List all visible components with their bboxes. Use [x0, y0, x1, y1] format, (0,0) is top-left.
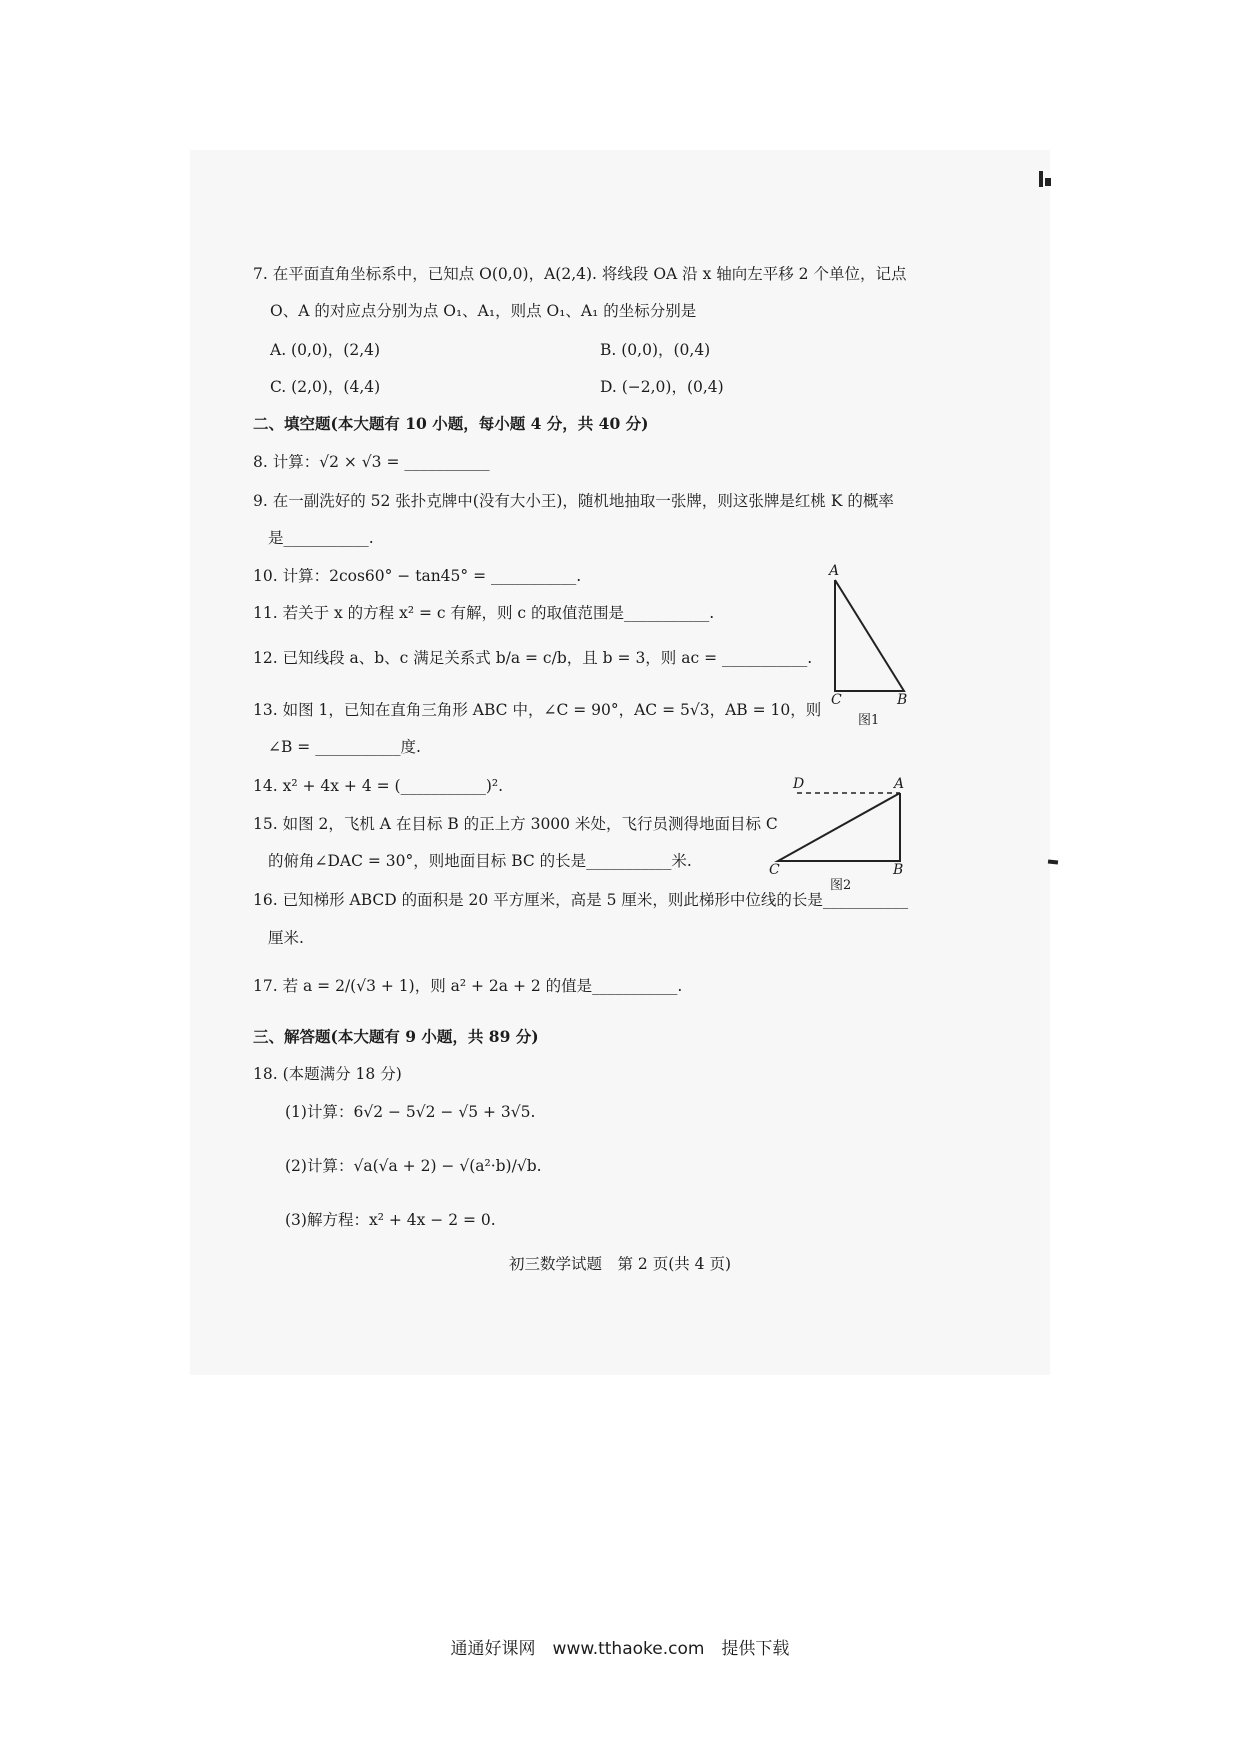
fig1-label-a: A [829, 563, 840, 579]
section3-heading: 三、解答题(本大题有 9 小题，共 89 分) [253, 1027, 539, 1046]
q9-line2: 是___________. [268, 529, 374, 547]
q7-option-b: B. (0,0)，(0,4) [600, 341, 711, 359]
q7-stem-line1: 7. 在平面直角坐标系中，已知点 O(0,0)，A(2,4). 将线段 OA 沿 x 轴向左平移 2 个单位，记点 [253, 265, 907, 283]
fig1-caption: 图1 [858, 713, 880, 728]
q13-line1: 13. 如图 1，已知在直角三角形 ABC 中，∠C = 90°，AC = 5√3，AB = 10，则 [253, 701, 822, 719]
q16-line1: 16. 已知梯形 ABCD 的面积是 20 平方厘米，高是 5 厘米，则此梯形中位线的长是___________ [253, 891, 909, 909]
fig2-caption: 图2 [830, 878, 852, 893]
q16-line2: 厘米. [268, 929, 304, 947]
scan-artifact-mark [1045, 178, 1051, 186]
q11: 11. 若关于 x 的方程 x² = c 有解，则 c 的取值范围是___________. [253, 604, 715, 622]
fig2-label-a: A [894, 776, 905, 792]
fig1-label-c: C [831, 692, 842, 708]
q18-part2: (2)计算：√a(√a + 2) − √(a²·b)/√b. [285, 1157, 542, 1175]
section2-heading: 二、填空题(本大题有 10 小题，每小题 4 分，共 40 分) [253, 414, 649, 433]
q18-part1: (1)计算：6√2 − 5√2 − √5 + 3√5. [285, 1103, 536, 1121]
q7-option-c: C. (2,0)，(4,4) [270, 378, 381, 396]
fig2-label-c: C [769, 862, 780, 878]
q15-line1: 15. 如图 2，飞机 A 在目标 B 的正上方 3000 米处，飞行员测得地面目标 C [253, 815, 778, 833]
q14: 14. x² + 4x + 4 = (___________)². [253, 777, 504, 795]
q18-title: 18. (本题满分 18 分) [253, 1065, 402, 1083]
fig2-label-b: B [893, 862, 904, 878]
q18-part3: (3)解方程：x² + 4x − 2 = 0. [285, 1211, 496, 1229]
q17: 17. 若 a = 2/(√3 + 1)，则 a² + 2a + 2 的值是___________. [253, 977, 683, 995]
page-footer: 初三数学试题 第 2 页(共 4 页) [508, 1255, 732, 1273]
q12: 12. 已知线段 a、b、c 满足关系式 b/a = c/b，且 b = 3，则 ac = ___________. [253, 649, 813, 667]
site-footer: 通通好课网 www.tthaoke.com 提供下载 [450, 1639, 790, 1659]
q13-line2: ∠B = ___________度. [268, 738, 421, 756]
q10: 10. 计算：2cos60° − tan45° = ___________. [253, 567, 582, 585]
fig1-label-b: B [897, 692, 908, 708]
q8: 8. 计算：√2 × √3 = ___________ [253, 453, 490, 471]
q9-line1: 9. 在一副洗好的 52 张扑克牌中(没有大小王)，随机地抽取一张牌，则这张牌是红桃 K 的概率 [253, 492, 894, 510]
fig2-label-d: D [793, 776, 805, 792]
q7-stem-line2: O、A 的对应点分别为点 O₁、A₁，则点 O₁、A₁ 的坐标分别是 [270, 302, 697, 320]
q7-option-d: D. (−2,0)，(0,4) [600, 378, 724, 396]
q15-line2: 的俯角∠DAC = 30°，则地面目标 BC 的长是___________米. [268, 852, 692, 870]
q7-option-a: A. (0,0)，(2,4) [270, 341, 381, 359]
scan-artifact-mark [1039, 171, 1043, 187]
